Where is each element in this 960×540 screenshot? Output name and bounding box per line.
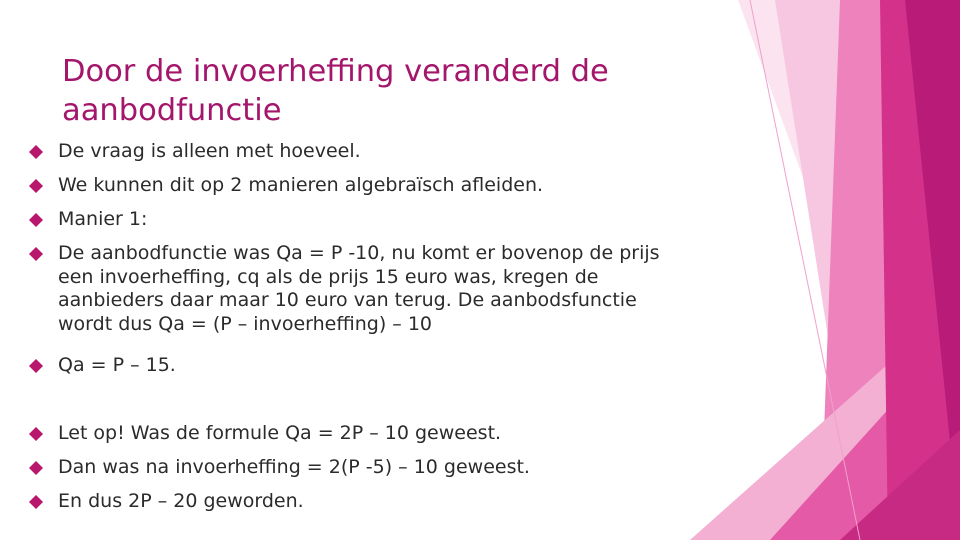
slide-title: Door de invoerheffing veranderd de aanbodfunctie: [62, 54, 609, 128]
bullet-text: Manier 1:: [58, 208, 148, 230]
diamond-bullet-icon: [28, 178, 44, 194]
diamond-bullet-icon: [28, 358, 44, 374]
bullet-text: Let op! Was de formule Qa = 2P – 10 geweest.: [58, 422, 502, 444]
bullet-item: [28, 422, 728, 446]
diamond-bullet-icon: [28, 246, 44, 262]
bullet-text: De vraag is alleen met hoeveel.: [58, 140, 361, 162]
bullet-item: [28, 354, 728, 378]
diamond-bullet-icon: [28, 426, 44, 442]
bullet-item: [28, 174, 728, 198]
bullet-text: De aanbodfunctie was Qa = P -10, nu komt er bovenop de prijs een invoerheffing, cq als de prijs 15 euro was, kregen de aanbieders daar maar 10 euro van terug. De aanbodsfunctie wordt dus Qa = (P – invoerheffing) – 10: [58, 242, 660, 335]
diamond-bullet-icon: [28, 212, 44, 228]
bullet-text: We kunnen dit op 2 manieren algebraïsch afleiden.: [58, 174, 544, 196]
bullet-item: [28, 208, 728, 232]
diamond-bullet-icon: [28, 460, 44, 476]
bullet-item: [28, 456, 728, 480]
bullet-item: [28, 140, 728, 164]
bullet-text: En dus 2P – 20 geworden.: [58, 490, 304, 512]
bullet-item: [28, 242, 728, 336]
diamond-bullet-icon: [28, 494, 44, 510]
diamond-bullet-icon: [28, 144, 44, 160]
bullet-text: Qa = P – 15.: [58, 354, 176, 376]
bullet-item: [28, 490, 728, 514]
bullet-text: Dan was na invoerheffing = 2(P -5) – 10 geweest.: [58, 456, 530, 478]
